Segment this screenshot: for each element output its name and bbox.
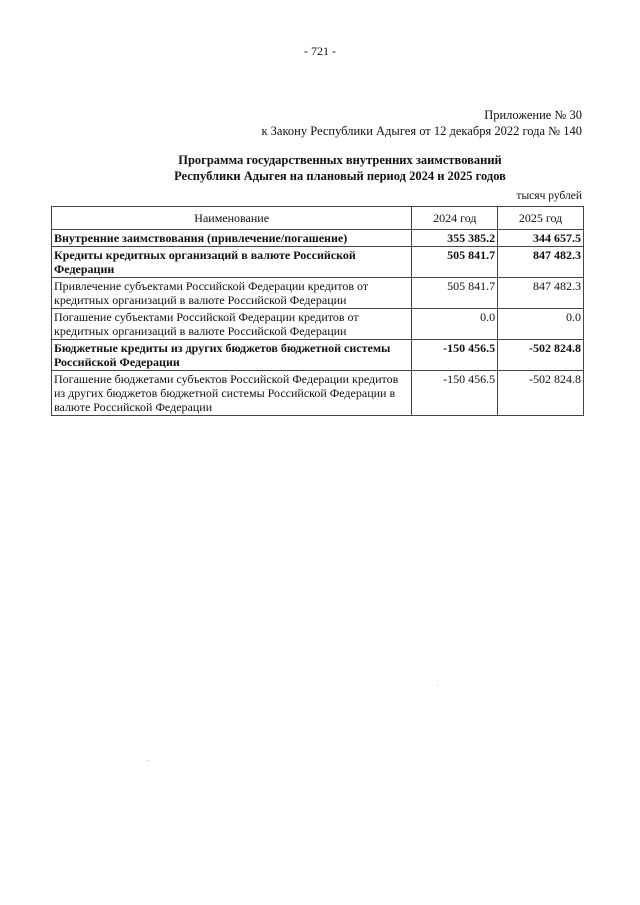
table-row	[52, 230, 584, 247]
row-name: Кредиты кредитных организаций в валюте Российской Федерации	[52, 247, 412, 278]
row-value-2025: 344 657.5	[498, 230, 584, 247]
table-row	[52, 278, 584, 309]
title-line-1: Программа государственных внутренних заимствований	[178, 153, 502, 167]
row-value-2024: 0.0	[412, 309, 498, 340]
table-header-row	[52, 207, 584, 230]
row-value-2025: 847 482.3	[498, 278, 584, 309]
row-name: Бюджетные кредиты из других бюджетов бюджетной системы Российской Федерации	[52, 340, 412, 371]
row-value-2024: -150 456.5	[412, 340, 498, 371]
row-value-2024: 355 385.2	[412, 230, 498, 247]
row-value-2025: 847 482.3	[498, 247, 584, 278]
row-name: Привлечение субъектами Российской Федерации кредитов от кредитных организаций в валюте Российской Федерации	[52, 278, 412, 309]
table-row	[52, 309, 584, 340]
header-2025: 2025 год	[498, 207, 584, 230]
table-row	[52, 247, 584, 278]
document-title	[60, 152, 620, 184]
title-line-2: Республики Адыгея на плановый период 2024 и 2025 годов	[174, 169, 506, 183]
row-value-2024: -150 456.5	[412, 371, 498, 416]
table-row	[52, 371, 584, 416]
row-name: Внутренние заимствования (привлечение/погашение)	[52, 230, 412, 247]
row-name: Погашение бюджетами субъектов Российской Федерации кредитов из других бюджетов бюджетной системы Российской Федерации в валюте Российской Федерации	[52, 371, 412, 416]
header-name: Наименование	[52, 207, 412, 230]
law-reference: к Закону Республики Адыгея от 12 декабря 2022 года № 140	[261, 124, 582, 138]
page-number: - 721 -	[304, 44, 336, 58]
row-value-2025: 0.0	[498, 309, 584, 340]
row-value-2025: -502 824.8	[498, 340, 584, 371]
appendix-reference	[261, 107, 582, 139]
appendix-number: Приложение № 30	[484, 108, 582, 122]
table-row	[52, 340, 584, 371]
row-name: Погашение субъектами Российской Федерации кредитов от кредитных организаций в валюте Российской Федерации	[52, 309, 412, 340]
row-value-2024: 505 841.7	[412, 278, 498, 309]
row-value-2024: 505 841.7	[412, 247, 498, 278]
header-2024: 2024 год	[412, 207, 498, 230]
units-label: тысяч рублей	[516, 190, 582, 202]
scan-speck	[148, 760, 149, 761]
scan-speck	[437, 685, 438, 686]
row-value-2025: -502 824.8	[498, 371, 584, 416]
borrowing-table	[51, 206, 584, 416]
